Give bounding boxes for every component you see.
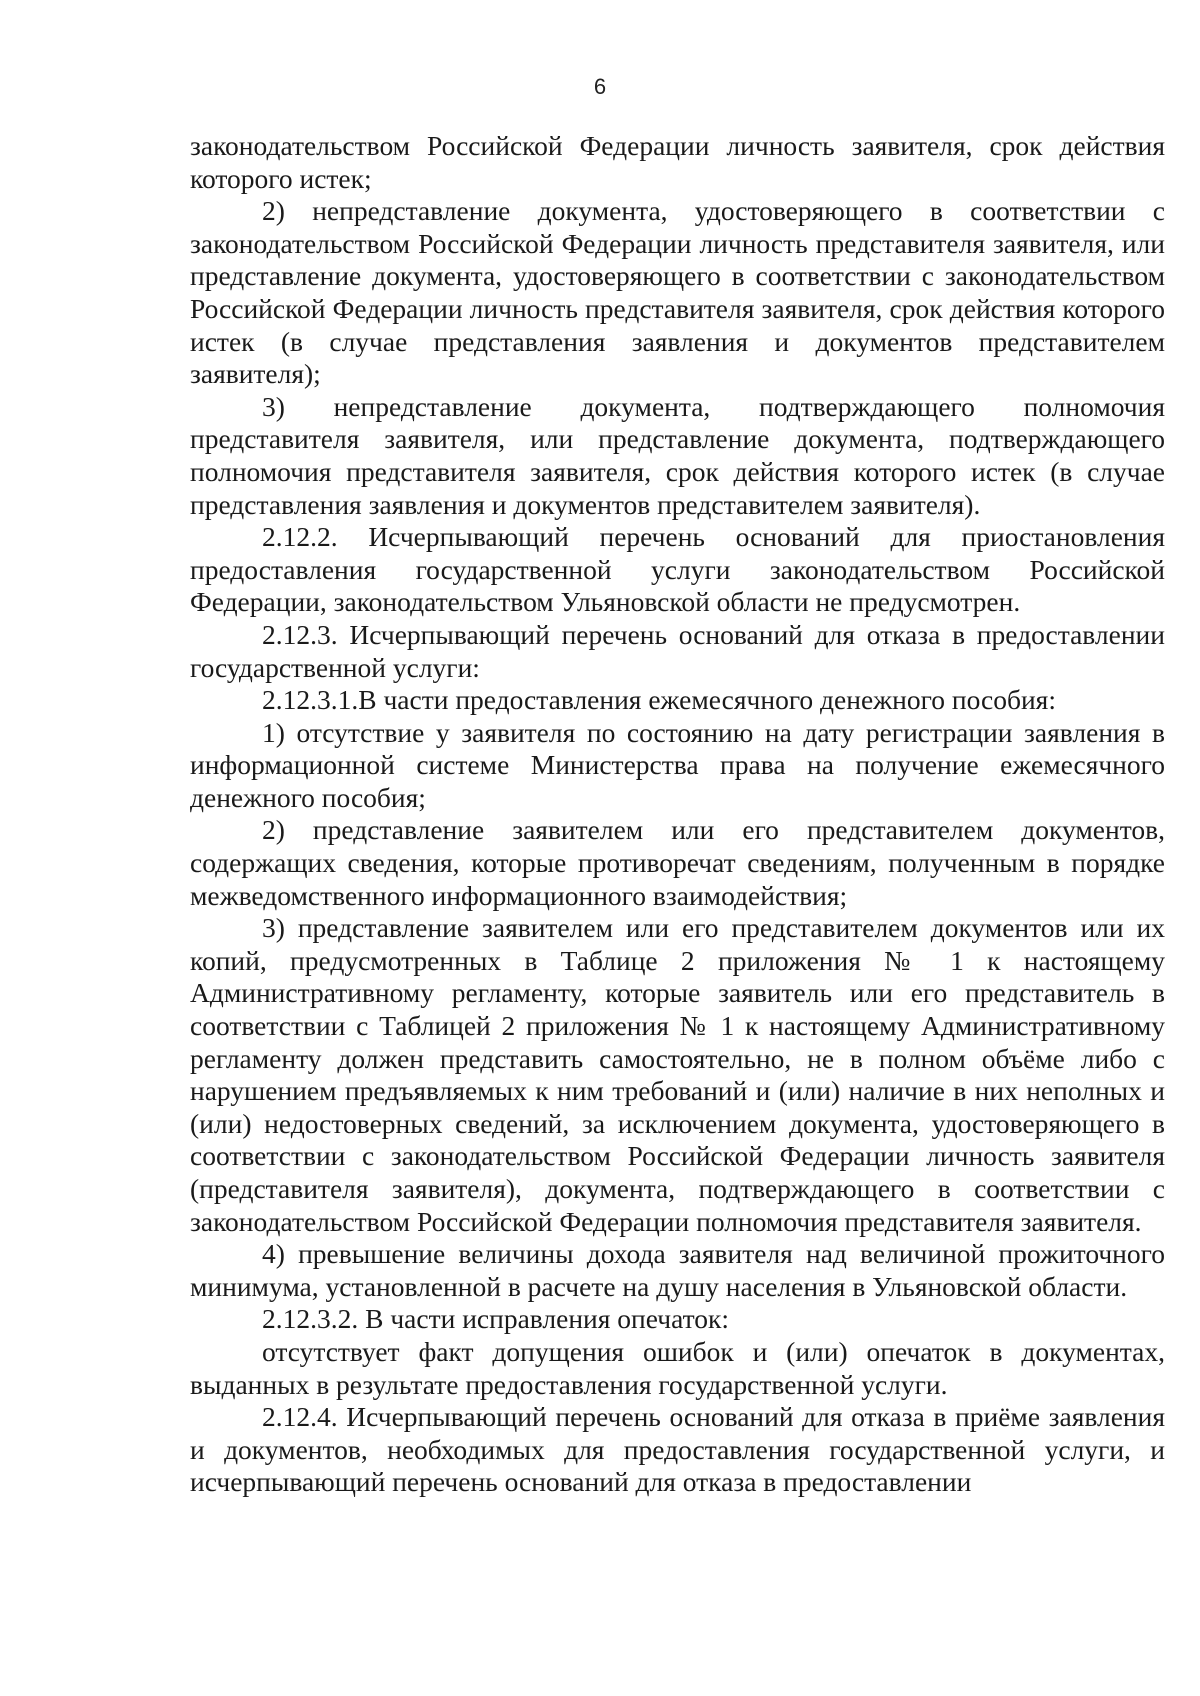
refusal-reason-2: 2) представление заявителем или его представителем документов, содержащих сведения, которые противоречат сведениям, полученным в порядке межведомственного информационного взаимодействия;	[190, 814, 1165, 911]
list-item-3: 3) непредставление документа, подтверждающего полномочия представителя заявителя, или представление документа, подтверждающего полномочия представителя заявителя, срок действия которого истек (в случае представления заявления и документов представителем заявителя).	[190, 390, 1165, 520]
section-2-12-4: 2.12.4. Исчерпывающий перечень оснований для отказа в приёме заявления и документов, необходимых для предоставления государственной услуги, и исчерпывающий перечень оснований для отказа в предоставлении	[190, 1401, 1165, 1498]
typo-correction-reason: отсутствует факт допущения ошибок и (или) опечаток в документах, выданных в результате предоставления государственной услуги.	[190, 1335, 1165, 1400]
section-2-12-3: 2.12.3. Исчерпывающий перечень оснований для отказа в предоставлении государственной услуги:	[190, 618, 1165, 683]
refusal-reason-4: 4) превышение величины дохода заявителя над величиной прожиточного минимума, установленной в расчете на душу населения в Ульяновской области.	[190, 1238, 1165, 1302]
section-2-12-3-1: 2.12.3.1.В части предоставления ежемесячного денежного пособия:	[262, 684, 1056, 716]
list-item-2: 2) непредставление документа, удостоверяющего в соответствии с законодательством Российской Федерации личность представителя заявителя, или представление документа, удостоверяющего в соответствии с законодательством Российской Федерации личность представителя заявителя, срок действия которого истек (в случае представления заявления и документов представителем заявителя);	[190, 195, 1165, 390]
page-number: 6	[593, 74, 607, 99]
section-2-12-2: 2.12.2. Исчерпывающий перечень оснований для приостановления предоставления государственной услуги законодательством Российской Федерации, законодательством Ульяновской области не предусмотрен.	[190, 521, 1165, 618]
document-body	[190, 130, 1165, 1499]
paragraph-continuation: законодательством Российской Федерации личность заявителя, срок действия которого истек;	[190, 130, 1165, 194]
section-2-12-3-2: 2.12.3.2. В части исправления опечаток:	[262, 1303, 730, 1335]
refusal-reason-1: 1) отсутствие у заявителя по состоянию на дату регистрации заявления в информационной системе Министерства права на получение ежемесячного денежного пособия;	[190, 716, 1165, 813]
refusal-reason-3: 3) представление заявителем или его представителем документов или их копий, предусмотренных в Таблице 2 приложения № 1 к настоящему Административному регламенту, которые заявитель или его представитель в соответствии с Таблицей 2 приложения № 1 к настоящему Административному регламенту должен представить самостоятельно, не в полном объёме либо с нарушением предъявляемых к ним требований и (или) наличие в них неполных и (или) недостоверных сведений, за исключением документа, удостоверяющего в соответствии с законодательством Российской Федерации личность заявителя (представителя заявителя), документа, подтверждающего в соответствии с законодательством Российской Федерации полномочия представителя заявителя.	[190, 912, 1165, 1237]
